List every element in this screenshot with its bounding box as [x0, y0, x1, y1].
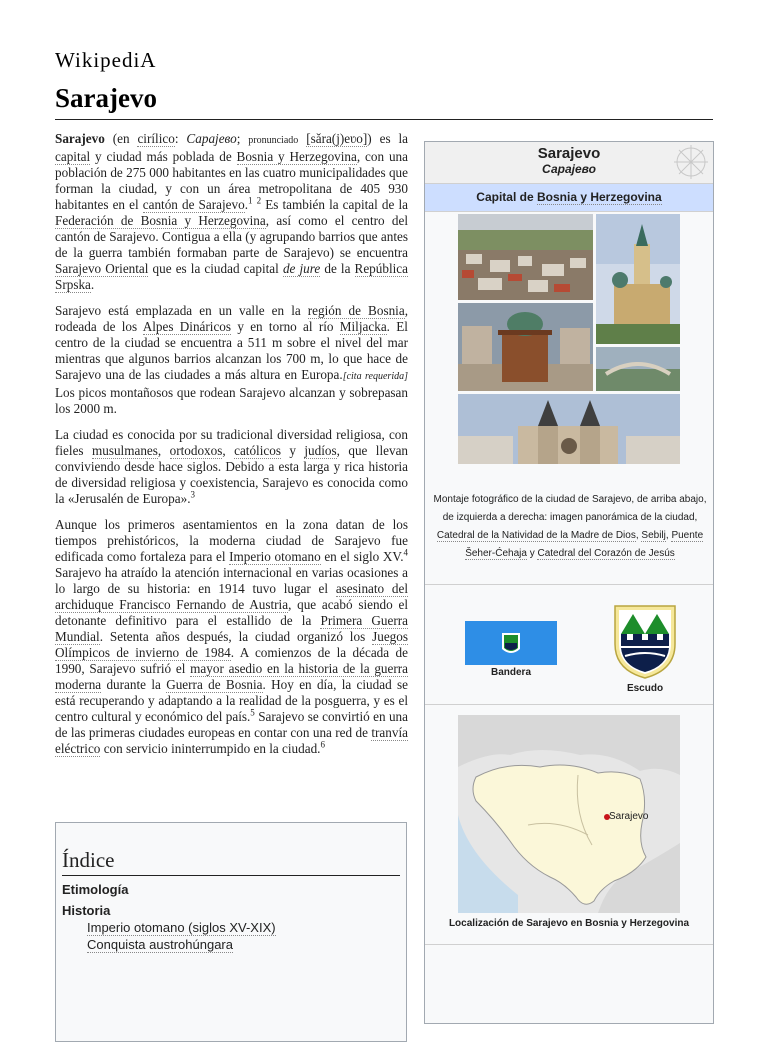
- reference-marker[interactable]: 4: [403, 547, 408, 558]
- bosnia-link[interactable]: Bosnia y Herzegovina: [536, 190, 662, 204]
- article-link[interactable]: judíos: [304, 443, 337, 458]
- text-run: . A comienzos de la década de 1990, Sarajevo sufrió el: [55, 645, 408, 676]
- flag-image[interactable]: [465, 621, 557, 665]
- article-paragraph: [55, 517, 408, 757]
- infobox-divider: [425, 944, 713, 945]
- article-link[interactable]: cantón de Sarajevo: [142, 197, 245, 212]
- text-run: . El centro de la ciudad se encuentra a 511 m sobre el nivel del mar mientras que algunos barrios alcanzan los 700 m, lo que hace de Sarajevo una de las ciudades a más altura en Europa.: [55, 319, 408, 382]
- table-of-contents: [55, 822, 407, 1042]
- article-link[interactable]: Federación de Bosnia y Herzegovina: [55, 213, 266, 228]
- article-link[interactable]: musulmanes: [91, 443, 158, 458]
- reference-marker[interactable]: 1: [247, 195, 253, 206]
- article-link[interactable]: Imperio otomano: [229, 549, 321, 564]
- coat-of-arms-label: Escudo: [626, 683, 664, 694]
- text-run: Los picos montañosos que rodean Sarajevo alcanzan y sobrepasan los 2000 m.: [55, 385, 408, 416]
- infobox-subtitle-text: Capital de: [476, 190, 537, 204]
- article-link[interactable]: católicos: [234, 443, 281, 458]
- montage-caption: [431, 491, 709, 563]
- article-paragraph: [55, 131, 408, 293]
- text-run: , así como el centro del cantón de Sarajevo. Contigua a ella (y agrupando barrios que antes de la guerra también formaban parte de Sarajevo) se encuentra: [55, 213, 409, 260]
- text-run: Sarajevo se convirtió en una de las primeras ciudades europeas en contar con una red de: [55, 709, 408, 740]
- coat-of-arms-image[interactable]: [613, 604, 677, 680]
- article-link[interactable]: región de Bosnia: [307, 303, 405, 318]
- article-link[interactable]: Puente Šeher-Ćehaja: [465, 530, 704, 559]
- article-link[interactable]: tranvía eléctrico: [55, 725, 408, 756]
- infobox-title: Sarajevo: [537, 145, 601, 162]
- toc-item-etimologia[interactable]: Etimología: [62, 882, 129, 897]
- text-run: . Hoy en día, la ciudad se está recuperando y adaptando a la realidad de la posguerra, y es el centro cultural y económico del país.: [55, 677, 408, 724]
- reference-marker[interactable]: 6: [320, 739, 325, 750]
- text-run: Sarajevo: [55, 131, 105, 146]
- article-link[interactable]: Catedral del Corazón de Jesús: [537, 548, 675, 559]
- article-body: [55, 131, 408, 767]
- text-run: en el siglo XV.: [320, 549, 404, 564]
- article-link[interactable]: cirílico: [137, 131, 175, 146]
- text-run: , que acabó siendo el detonante definitivo para el estallido de la: [55, 597, 408, 628]
- page-title: Sarajevo: [55, 83, 157, 113]
- text-run: .: [244, 197, 248, 212]
- article-paragraph: [55, 303, 408, 417]
- text-run: . Setenta años después, la ciudad organizó los: [99, 629, 373, 644]
- article-link[interactable]: Catedral de la Natividad de la Madre de Dios: [436, 530, 636, 541]
- text-run: con servicio ininterrumpido en la ciudad.: [100, 741, 321, 756]
- text-run: :: [174, 131, 187, 146]
- article-link[interactable]: Guerra de Bosnia: [166, 677, 263, 692]
- text-run: ) es la: [367, 131, 408, 146]
- article-link[interactable]: Juegos Olímpicos de invierno de 1984: [55, 629, 408, 660]
- reference-marker[interactable]: 2: [256, 195, 262, 206]
- text-run: Es también la capital de la: [261, 197, 408, 212]
- article-link[interactable]: Sebilj: [641, 530, 666, 541]
- compass-rose-icon: [673, 144, 709, 180]
- article-link[interactable]: Alpes Dináricos: [142, 319, 232, 334]
- article-link[interactable]: República Srpska: [55, 261, 408, 292]
- infobox-subtitle: [425, 184, 713, 212]
- toc-subitem-imperio-otomano[interactable]: Imperio otomano (siglos XV-XIX): [87, 920, 276, 935]
- text-run: (en: [104, 131, 138, 146]
- text-run: y: [526, 548, 538, 559]
- text-run: y: [280, 443, 305, 458]
- text-run: que es la ciudad capital: [148, 261, 283, 276]
- article-link[interactable]: ortodoxos: [169, 443, 223, 458]
- article-link[interactable]: Sarajevo Oriental: [55, 261, 149, 276]
- article-link[interactable]: Primera Guerra Mundial: [55, 613, 408, 644]
- text-run: Sarajevo ha atraído la atención internacional en varias ocasiones a lo largo de su historia: en 1914 tuvo lugar el: [55, 565, 408, 596]
- infobox-native-name: Сарајево: [542, 162, 596, 176]
- infobox-divider: [425, 704, 713, 705]
- text-run: , rodeada de los: [55, 303, 408, 334]
- text-run: ,: [222, 443, 235, 458]
- article-link[interactable]: mayor asedio en la historia de la guerra moderna: [55, 661, 409, 692]
- title-divider: [55, 119, 713, 120]
- article-link[interactable]: Bosnia y Herzegovina: [236, 149, 357, 164]
- reference-marker[interactable]: 5: [250, 707, 255, 718]
- text-run: ,: [665, 530, 672, 541]
- article-link[interactable]: capital: [55, 149, 91, 164]
- text-run: y en torno al río: [231, 319, 340, 334]
- text-run: , que llevan conviviendo desde hace siglos. Debido a esta larga y rica historia de diversidad religiosa y coexistencia, Sarajevo es conocida como la «Jerusalén de Europa».: [55, 443, 409, 506]
- toc-subitem-conquista-austrohungara[interactable]: Conquista austrohúngara: [87, 937, 233, 952]
- text-run: .: [90, 277, 95, 292]
- text-run: La ciudad es conocida por su tradicional diversidad religiosa, con fieles: [55, 427, 408, 458]
- infobox: [424, 141, 714, 1024]
- text-run: pronunciado: [248, 135, 299, 146]
- map-caption: Localización de Sarajevo en Bosnia y Herzegovina: [448, 918, 690, 929]
- article-link[interactable]: de jure: [282, 261, 321, 276]
- location-map[interactable]: [458, 715, 680, 913]
- wikipedia-logo[interactable]: WikipediA: [55, 48, 157, 72]
- article-link[interactable]: [sǎra(j)eʋo]: [306, 131, 368, 146]
- text-run: ;: [236, 131, 249, 146]
- text-run: ,: [635, 530, 642, 541]
- reference-marker[interactable]: 3: [190, 489, 195, 500]
- text-run: durante la: [101, 677, 167, 692]
- infobox-divider: [425, 584, 713, 585]
- article-paragraph: [55, 427, 408, 507]
- text-run: ,: [157, 443, 170, 458]
- article-link[interactable]: Miljacka: [339, 319, 387, 334]
- text-run: , con una población de 275 000 habitantes en las cuatro municipalidades que forman la ciudad, y con un área metropolitana de 405 930 habitantes en el: [55, 149, 408, 212]
- city-photo-montage[interactable]: [458, 214, 680, 464]
- article-link[interactable]: asesinato del archiduque Francisco Fernando de Austria: [55, 581, 409, 612]
- text-run: de la: [320, 261, 355, 276]
- text-run: Сарајево: [186, 131, 237, 146]
- toc-title: Índice: [62, 848, 400, 876]
- text-run: Aunque los primeros asentamientos en la zona datan de los tiempos prehistóricos, la moderna ciudad de Sarajevo fue edificada como fortaleza para el: [55, 517, 408, 564]
- infobox-header: [425, 142, 713, 184]
- text-run: Sarajevo está emplazada en un valle en la: [55, 303, 308, 318]
- text-run: Montaje fotográfico de la ciudad de Sarajevo, de arriba abajo, de izquierda a derecha: imagen panorámica de la ciudad,: [433, 494, 707, 523]
- text-run: [298, 131, 306, 146]
- citation-needed-tag[interactable]: [cita requerida]: [342, 371, 408, 382]
- map-city-label: Sarajevo: [609, 811, 649, 822]
- flag-label: Bandera: [490, 667, 531, 678]
- text-run: y ciudad más poblada de: [90, 149, 237, 164]
- toc-item-historia[interactable]: Historia: [62, 903, 111, 918]
